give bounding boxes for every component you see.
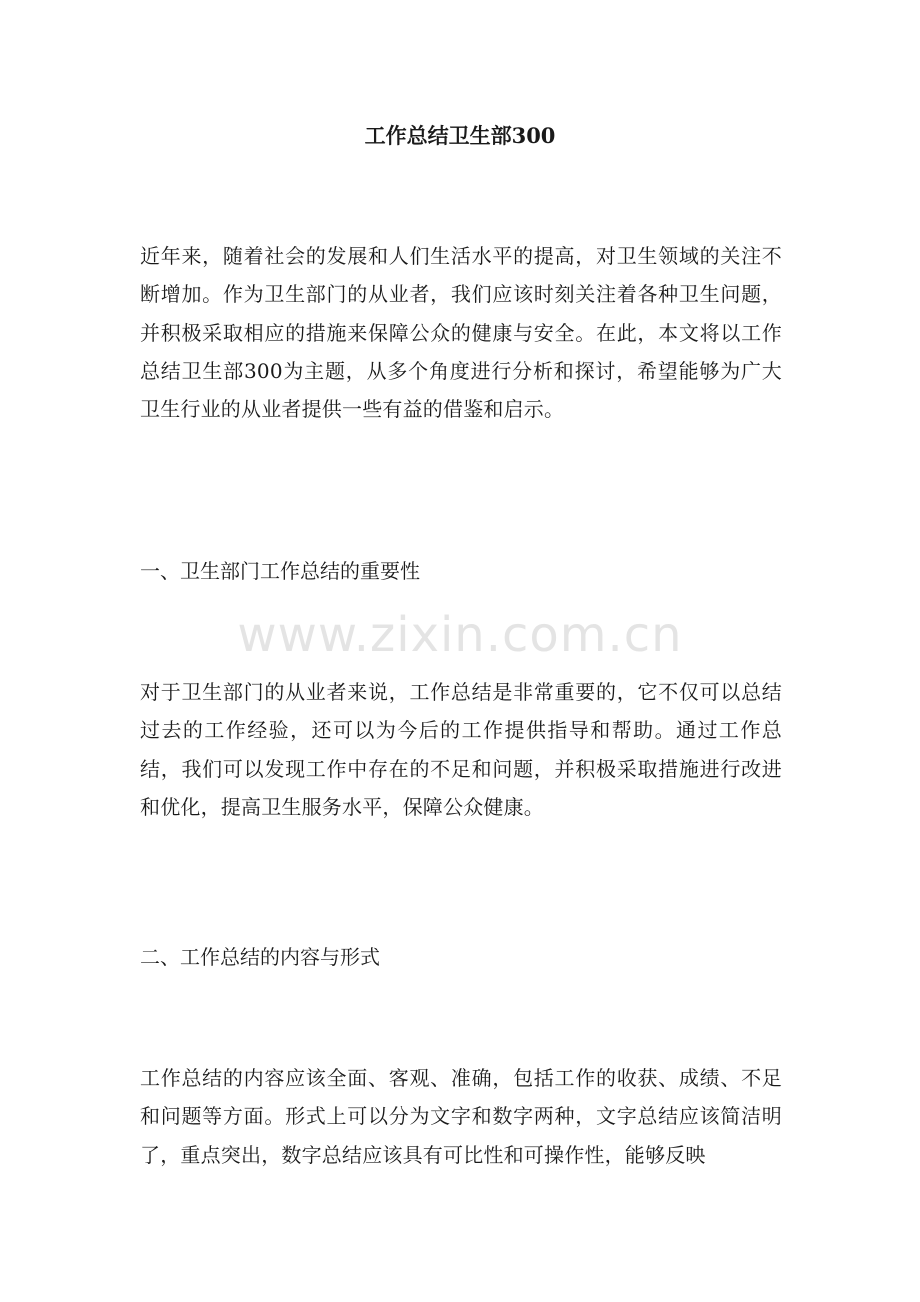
importance-paragraph: 对于卫生部门的从业者来说，工作总结是非常重要的，它不仅可以总结过去的工作经验，还可以为今后的工作提供指导和帮助。通过工作总结，我们可以发现工作中存在的不足和问题，并积极采取措施进行改进和优化，提高卫生服务水平，保障公众健康。 bbox=[140, 680, 782, 819]
document-title: 工作总结卫生部300 bbox=[364, 123, 556, 148]
section-heading-importance: 一、卫生部门工作总结的重要性 bbox=[140, 559, 420, 583]
content-form-paragraph: 工作总结的内容应该全面、客观、准确，包括工作的收获、成绩、不足和问题等方面。形式上可以分为文字和数字两种，文字总结应该简洁明了，重点突出，数字总结应该具有可比性和可操作性，能够反映 bbox=[140, 1066, 782, 1167]
intro-paragraph: 近年来，随着社会的发展和人们生活水平的提高，对卫生领域的关注不断增加。作为卫生部门的从业者，我们应该时刻关注着各种卫生问题，并积极采取相应的措施来保障公众的健康与安全。在此，本文将以工作总结卫生部300为主题，从多个角度进行分析和探讨，希望能够为广大卫生行业的从业者提供一些有益的借鉴和启示。 bbox=[140, 244, 782, 422]
section-heading-content-form: 二、工作总结的内容与形式 bbox=[140, 945, 380, 969]
watermark: www.zixin.com.cn bbox=[237, 607, 683, 663]
